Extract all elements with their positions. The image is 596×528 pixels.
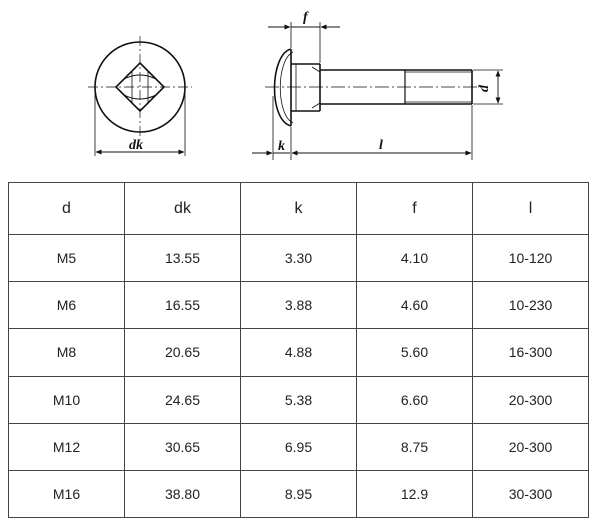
header-k: k	[241, 183, 357, 235]
cell-d: M16	[9, 470, 125, 517]
table-row	[9, 470, 589, 517]
cell-f: 4.10	[357, 235, 473, 282]
cell-d: M10	[9, 376, 125, 423]
label-dk: dk	[129, 138, 143, 153]
table-row	[9, 329, 589, 376]
cell-l: 20-300	[473, 376, 589, 423]
cell-l: 20-300	[473, 423, 589, 470]
cell-d: M12	[9, 423, 125, 470]
table-row	[9, 376, 589, 423]
cell-d: M6	[9, 282, 125, 329]
cell-f: 6.60	[357, 376, 473, 423]
cell-l: 16-300	[473, 329, 589, 376]
cell-dk: 16.55	[125, 282, 241, 329]
table-row	[9, 423, 589, 470]
cell-k: 6.95	[241, 423, 357, 470]
cell-l: 10-120	[473, 235, 589, 282]
cell-dk: 13.55	[125, 235, 241, 282]
carriage-bolt-spec-table	[8, 182, 589, 518]
label-f: f	[303, 10, 308, 25]
cell-l: 10-230	[473, 282, 589, 329]
cell-l: 30-300	[473, 470, 589, 517]
cell-f: 4.60	[357, 282, 473, 329]
table-row	[9, 235, 589, 282]
cell-d: M5	[9, 235, 125, 282]
cell-f: 12.9	[357, 470, 473, 517]
header-dk: dk	[125, 183, 241, 235]
cell-dk: 38.80	[125, 470, 241, 517]
bolt-technical-drawing	[0, 0, 596, 180]
header-l: l	[473, 183, 589, 235]
cell-dk: 30.65	[125, 423, 241, 470]
label-k: k	[278, 139, 285, 154]
cell-k: 4.88	[241, 329, 357, 376]
cell-k: 8.95	[241, 470, 357, 517]
cell-k: 5.38	[241, 376, 357, 423]
header-f: f	[357, 183, 473, 235]
cell-dk: 20.65	[125, 329, 241, 376]
header-d: d	[9, 183, 125, 235]
table-header-row	[9, 183, 589, 235]
cell-k: 3.30	[241, 235, 357, 282]
cell-f: 8.75	[357, 423, 473, 470]
cell-dk: 24.65	[125, 376, 241, 423]
cell-k: 3.88	[241, 282, 357, 329]
label-l: l	[379, 138, 383, 153]
bolt-side-view	[252, 22, 503, 160]
label-d: d	[477, 85, 492, 92]
table-row	[9, 282, 589, 329]
cell-d: M8	[9, 329, 125, 376]
cell-f: 5.60	[357, 329, 473, 376]
